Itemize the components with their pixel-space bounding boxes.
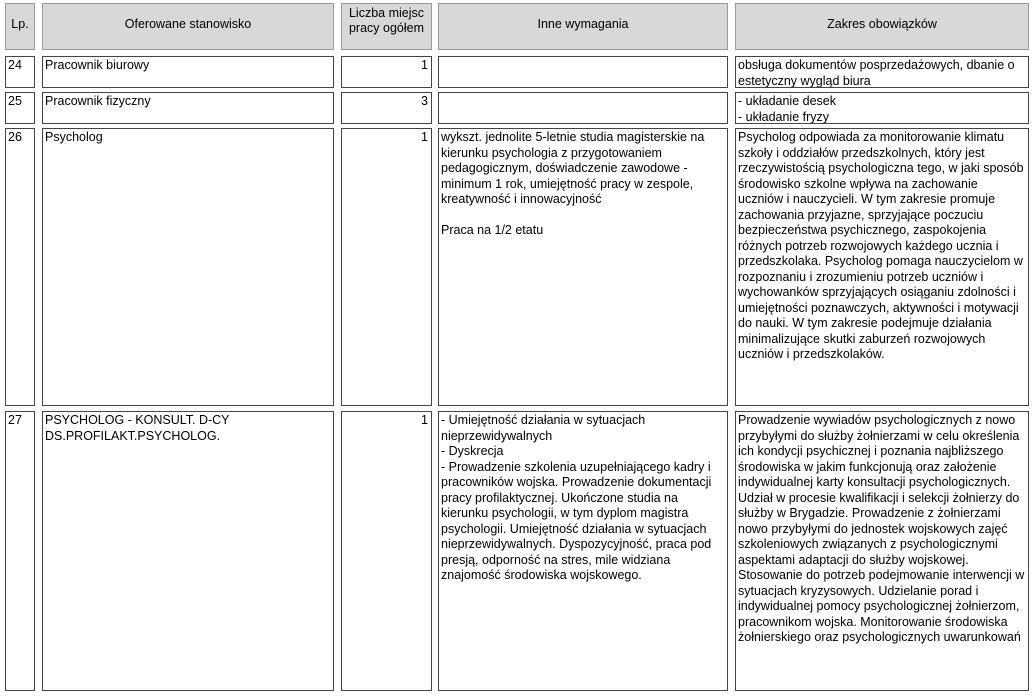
table-row-24-requirements	[438, 56, 728, 88]
requirements-extra: Praca na 1/2 etatu	[441, 223, 544, 237]
requirements-line: - Prowadzenie szkolenia uzupełniającego kadry i pracowników wojska. Prowadzenie dokumentacji pracy profilaktycznej. Ukończone studia na kierunku psychologii, w tym dyplom magistra psychologii. Umiejętność działania w sytuacjach nieprzewidywalnych. Dyspozycyjność, praca pod presją, odporność na stres, mile widziana znajomość środowiska wojskowego.	[441, 459, 712, 582]
table-row-25-requirements	[438, 92, 728, 124]
table-row-27-requirements	[438, 411, 728, 691]
duties-line: - układanie desek	[738, 94, 836, 108]
table-row-25-count: 3	[341, 92, 432, 124]
requirements-line: - Dyskrecja	[441, 444, 504, 458]
table-row-27-position	[42, 411, 334, 691]
position-line: DS.PROFILAKT.PSYCHOLOG.	[45, 428, 221, 443]
table-row-26-lp: 26	[5, 128, 35, 406]
table-row-27-lp: 27	[5, 411, 35, 691]
requirements-text: wykszt. jednolite 5-letnie studia magisterskie na kierunku psychologia z przygotowaniem pedagogicznym, doświadczenie zawodowe - minimum 1 rok, umiejętność pracy w zespole, kreatywność i innowacyjność	[441, 130, 705, 206]
table-row-26-duties: Psycholog odpowiada za monitorowanie klimatu szkoły i oddziałów przedszkolnych, który jest rzeczywistością psychologiczna tego, w jaki sposób środowisko szkolne wpływa na zachowanie uczniów i nauczycieli. W tym zakresie promuje zachowania przyjazne, sprzyjające poczuciu bezpieczeństwa psychicznego, zaspokojenia różnych potrzeb rozwojowych każdego ucznia i przedszkolaka. Psycholog pomaga nauczycielom w rozpoznaniu i zrozumieniu potrzeb uczniów i wychowanków sprzyjających osiąganiu zdolności i umiejętności poznawczych, aktywności i motywacji do nauki. W tym zakresie podejmuje działania minimalizujące skutki zaburzeń rozwojowych uczniów i przedszkolaków.	[735, 128, 1029, 406]
header-lp: Lp.	[5, 3, 35, 50]
requirements-line: - Umiejętność działania w sytuacjach nieprzewidywalnych	[441, 413, 646, 443]
table-row-24-duties: obsługa dokumentów posprzedażowych, dbanie o estetyczny wygląd biura	[735, 56, 1029, 88]
table-row-25-position: Pracownik fizyczny	[42, 92, 334, 124]
position-line: PSYCHOLOG - KONSULT. D-CY	[45, 413, 230, 427]
table-row-24-position: Pracownik biurowy	[42, 56, 334, 88]
table-row-26-requirements	[438, 128, 728, 406]
table-row-27-duties: Prowadzenie wywiadów psychologicznych z nowo przybyłymi do służby żołnierzami w celu określenia ich kondycji psychicznej i poznania najbliższego środowiska w jakim funkcjonują oraz założenie indywidualnej karty konsultacji psychologicznych. Udział w procesie kwalifikacji i selekcji żołnierzy do służby w Brygadzie. Prowadzenie z żołnierzami nowo przybyłymi do jednostek wojskowych zajęć szkoleniowych związanych z psychologicznymi aspektami adaptacji do służby wojskowej. Stosowanie do potrzeb podejmowanie interwencji w sytuacjach kryzysowych. Udzielanie porad i indywidualnej pomocy psychologicznej żołnierzom, pracownikom wojska. Monitorowanie środowiska żołnierskiego oraz psychologicznych uwarunkowań	[735, 411, 1029, 691]
header-count: Liczba miejsc pracy ogółem	[341, 3, 432, 50]
table-row-26-count: 1	[341, 128, 432, 406]
table-row-26-position: Psycholog	[42, 128, 334, 406]
table-row-25-lp: 25	[5, 92, 35, 124]
header-position: Oferowane stanowisko	[42, 3, 334, 50]
table-row-25-duties	[735, 92, 1029, 124]
table-row-27-count: 1	[341, 411, 432, 691]
header-requirements: Inne wymagania	[438, 3, 728, 50]
header-duties: Zakres obowiązków	[735, 3, 1029, 50]
table-row-24-count: 1	[341, 56, 432, 88]
table-row-24-lp: 24	[5, 56, 35, 88]
duties-line: - układanie fryzy	[738, 109, 830, 124]
